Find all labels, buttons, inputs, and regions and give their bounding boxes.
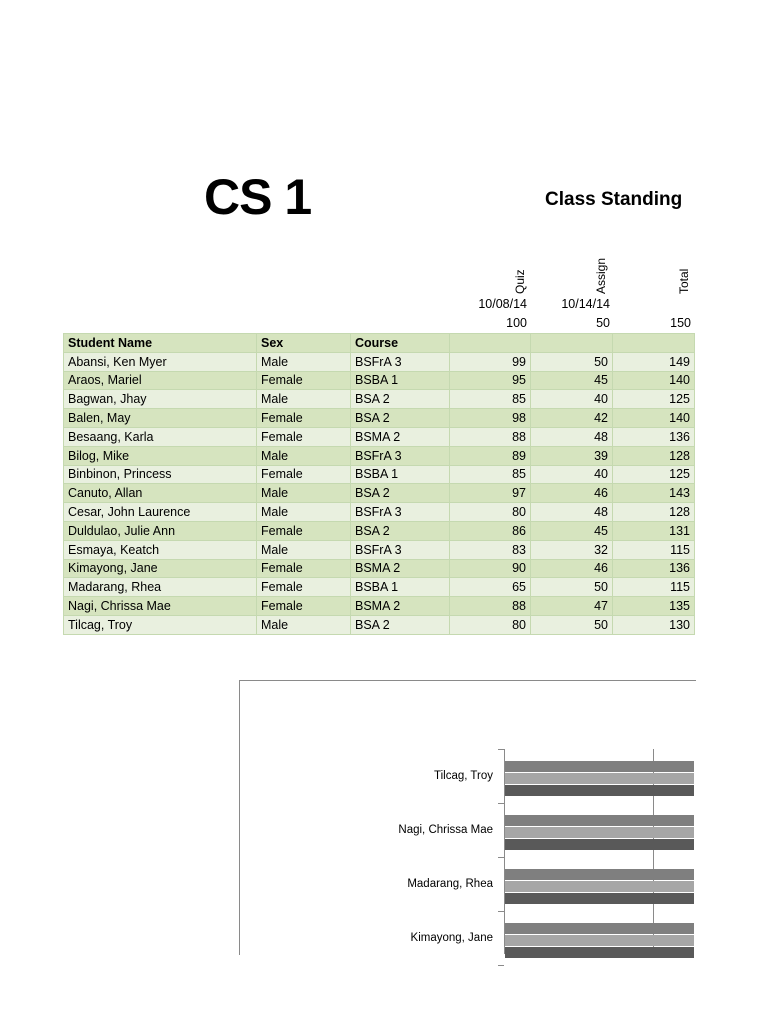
bar-3 [505,893,694,904]
total-column-label: Total [677,268,691,294]
course-cell: BSFrA 3 [351,352,450,371]
course-cell: BSA 2 [351,409,450,428]
quiz-cell: 83 [450,540,531,559]
student-name-cell: Bagwan, Jhay [64,390,257,409]
total-cell: 125 [613,390,695,409]
total-cell: 140 [613,371,695,390]
standings-table [63,333,695,635]
table-row [64,446,695,465]
assign-cell: 40 [531,390,613,409]
quiz-cell: 89 [450,446,531,465]
assign-cell: 50 [531,578,613,597]
bar-3 [505,947,694,958]
total-cell: 131 [613,521,695,540]
total-cell: 128 [613,446,695,465]
axis-tick [498,803,504,804]
student-name-cell: Abansi, Ken Myer [64,352,257,371]
quiz-cell: 80 [450,503,531,522]
assign-cell: 46 [531,559,613,578]
assign-cell: 48 [531,503,613,522]
page-title: CS 1 [204,169,312,225]
axis-tick [498,965,504,966]
student-name-cell: Bilog, Mike [64,446,257,465]
total-cell: 135 [613,597,695,616]
sex-cell: Female [257,597,351,616]
quiz-cell: 80 [450,615,531,634]
bar-2 [505,881,694,892]
sex-cell: Female [257,465,351,484]
sex-cell: Female [257,559,351,578]
student-name-cell: Tilcag, Troy [64,615,257,634]
quiz-cell: 85 [450,465,531,484]
sex-cell: Female [257,427,351,446]
course-cell: BSBA 1 [351,578,450,597]
student-name-cell: Kimayong, Jane [64,559,257,578]
total-max: 150 [670,316,691,330]
student-name-cell: Binbinon, Princess [64,465,257,484]
course-cell: BSFrA 3 [351,446,450,465]
course-cell: BSBA 1 [351,371,450,390]
bar-3 [505,785,694,796]
bar-1 [505,761,694,772]
student-name-cell: Canuto, Allan [64,484,257,503]
quiz-cell: 99 [450,352,531,371]
quiz-date: 10/08/14 [478,297,527,311]
axis-tick [498,911,504,912]
student-name-cell: Esmaya, Keatch [64,540,257,559]
quiz-cell: 86 [450,521,531,540]
quiz-cell: 90 [450,559,531,578]
student-name-cell: Balen, May [64,409,257,428]
sex-cell: Male [257,446,351,465]
total-cell: 128 [613,503,695,522]
course-cell: Course [351,334,450,353]
bar-1 [505,869,694,880]
assign-cell: 45 [531,521,613,540]
sex-cell: Male [257,540,351,559]
total-cell: 130 [613,615,695,634]
course-cell: BSBA 1 [351,465,450,484]
sex-cell: Female [257,371,351,390]
table-row [64,484,695,503]
course-cell: BSA 2 [351,521,450,540]
course-cell: BSFrA 3 [351,503,450,522]
axis-tick [498,749,504,750]
quiz-cell: 97 [450,484,531,503]
table-row [64,371,695,390]
total-cell: 136 [613,559,695,578]
sex-cell: Male [257,615,351,634]
student-name-cell: Duldulao, Julie Ann [64,521,257,540]
assign-date: 10/14/14 [561,297,610,311]
assign-cell: 40 [531,465,613,484]
assign-cell: 42 [531,409,613,428]
student-name-cell: Besaang, Karla [64,427,257,446]
course-cell: BSFrA 3 [351,540,450,559]
sex-cell: Male [257,484,351,503]
course-cell: BSMA 2 [351,427,450,446]
quiz-max: 100 [506,316,527,330]
course-cell: BSMA 2 [351,597,450,616]
quiz-cell [450,334,531,353]
bar-2 [505,935,694,946]
total-cell: 115 [613,540,695,559]
assign-cell [531,334,613,353]
course-cell: BSMA 2 [351,559,450,578]
sex-cell: Female [257,521,351,540]
table-row [64,559,695,578]
assign-cell: 50 [531,352,613,371]
assign-column-label: Assign [594,257,608,294]
bar-2 [505,827,694,838]
quiz-cell: 88 [450,427,531,446]
table-row [64,409,695,428]
total-cell: 143 [613,484,695,503]
quiz-column-label: Quiz [513,269,527,294]
category-label: Tilcag, Troy [433,770,493,782]
student-name-cell: Araos, Mariel [64,371,257,390]
table-row [64,390,695,409]
sex-cell: Male [257,503,351,522]
table-row [64,465,695,484]
sex-cell: Male [257,390,351,409]
bar-2 [505,773,694,784]
student-name-cell: Student Name [64,334,257,353]
table-row [64,352,695,371]
table-row [64,503,695,522]
assign-cell: 39 [531,446,613,465]
table-row [64,521,695,540]
assign-cell: 50 [531,615,613,634]
sex-cell: Female [257,578,351,597]
assign-cell: 47 [531,597,613,616]
table-row [64,540,695,559]
course-cell: BSA 2 [351,484,450,503]
quiz-cell: 98 [450,409,531,428]
table-row [64,615,695,634]
total-cell: 140 [613,409,695,428]
sex-cell: Male [257,352,351,371]
quiz-cell: 95 [450,371,531,390]
category-label: Madarang, Rhea [407,878,493,890]
sex-cell: Sex [257,334,351,353]
total-cell: 125 [613,465,695,484]
total-cell [613,334,695,353]
table-row [64,427,695,446]
course-cell: BSA 2 [351,615,450,634]
category-label: Kimayong, Jane [410,932,493,944]
table-row [64,597,695,616]
table-row [64,578,695,597]
quiz-cell: 65 [450,578,531,597]
course-cell: BSA 2 [351,390,450,409]
assign-cell: 45 [531,371,613,390]
student-name-cell: Cesar, John Laurence [64,503,257,522]
assign-cell: 32 [531,540,613,559]
category-label: Nagi, Chrissa Mae [398,824,493,836]
total-cell: 115 [613,578,695,597]
bar-3 [505,839,694,850]
total-cell: 136 [613,427,695,446]
bar-1 [505,923,694,934]
assign-cell: 48 [531,427,613,446]
quiz-cell: 88 [450,597,531,616]
axis-tick [498,857,504,858]
assign-max: 50 [596,316,610,330]
header-row [64,334,695,353]
total-cell: 149 [613,352,695,371]
sex-cell: Female [257,409,351,428]
student-name-cell: Nagi, Chrissa Mae [64,597,257,616]
bar-1 [505,815,694,826]
page-subtitle: Class Standing [545,189,683,210]
quiz-cell: 85 [450,390,531,409]
assign-cell: 46 [531,484,613,503]
student-name-cell: Madarang, Rhea [64,578,257,597]
